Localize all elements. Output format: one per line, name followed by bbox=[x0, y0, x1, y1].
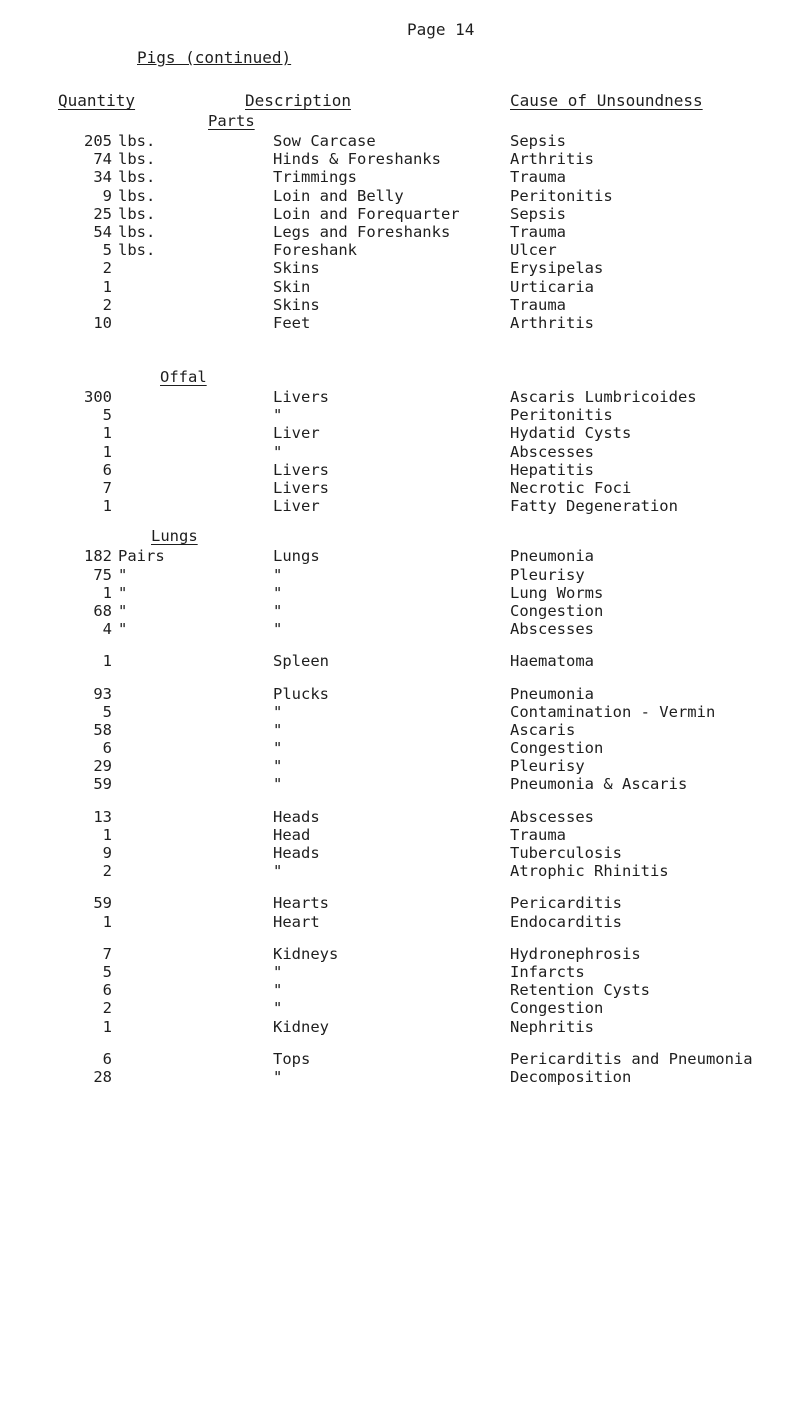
cause-cell: Decomposition bbox=[510, 1067, 632, 1086]
column-header-description: Description bbox=[245, 91, 351, 110]
table-row bbox=[0, 424, 800, 442]
table-row bbox=[0, 388, 800, 406]
description-cell: " bbox=[273, 981, 283, 1000]
cause-cell: Pneumonia bbox=[510, 547, 594, 566]
quantity-cell: 1 bbox=[102, 497, 112, 516]
cause-cell: Peritonitis bbox=[510, 186, 613, 205]
section-title-text: Lungs bbox=[151, 527, 198, 546]
description-cell: Plucks bbox=[273, 684, 329, 703]
quantity-cell: 9 bbox=[102, 186, 112, 205]
table-section bbox=[0, 894, 800, 930]
description-cell: Loin and Belly bbox=[273, 186, 404, 205]
quantity-cell: 68 bbox=[93, 601, 112, 620]
description-cell: " bbox=[273, 720, 283, 739]
quantity-cell: 9 bbox=[102, 844, 112, 862]
description-cell: " bbox=[273, 757, 283, 776]
table-section bbox=[0, 685, 800, 794]
cause-cell: Nephritis bbox=[510, 1017, 594, 1036]
table-row bbox=[0, 187, 800, 205]
quantity-cell: 93 bbox=[93, 684, 112, 703]
description-cell: " bbox=[273, 739, 283, 758]
quantity-cell: 5 bbox=[102, 962, 112, 981]
cause-cell: Trauma bbox=[510, 295, 566, 314]
cause-cell: Ascaris bbox=[510, 720, 576, 739]
cause-cell: Sepsis bbox=[510, 204, 566, 223]
table-row bbox=[0, 241, 800, 259]
description-cell: Skins bbox=[273, 259, 320, 278]
quantity-cell: 2 bbox=[102, 999, 112, 1018]
quantity-cell: 6 bbox=[102, 1049, 112, 1068]
description-cell: " bbox=[273, 1067, 283, 1086]
quantity-cell: 75 bbox=[93, 565, 112, 584]
description-cell: Heart bbox=[273, 912, 320, 931]
table-row bbox=[0, 963, 800, 981]
description-cell: Liver bbox=[273, 497, 320, 516]
table-row bbox=[0, 808, 800, 826]
section-title bbox=[0, 110, 800, 132]
description-cell: " bbox=[273, 862, 283, 881]
quantity-cell: 2 bbox=[102, 295, 112, 314]
table-row bbox=[0, 296, 800, 314]
cause-cell: Lung Worms bbox=[510, 583, 604, 602]
quantity-cell: 5 bbox=[102, 702, 112, 721]
table-row bbox=[0, 945, 800, 963]
description-cell: " bbox=[273, 775, 283, 794]
cause-cell: Congestion bbox=[510, 999, 604, 1018]
quantity-cell: 1 bbox=[102, 442, 112, 461]
unit-cell: " bbox=[118, 601, 128, 620]
description-cell: " bbox=[273, 565, 283, 584]
table-row bbox=[0, 278, 800, 296]
table-row bbox=[0, 1018, 800, 1036]
table-section bbox=[0, 808, 800, 881]
quantity-cell: 7 bbox=[102, 944, 112, 963]
description-cell: " bbox=[273, 406, 283, 425]
unit-cell: lbs. bbox=[118, 204, 156, 223]
inspection-table bbox=[0, 110, 800, 1086]
quantity-cell: 13 bbox=[93, 807, 112, 826]
table-row bbox=[0, 443, 800, 461]
table-row bbox=[0, 205, 800, 223]
unit-cell: lbs. bbox=[118, 150, 156, 169]
table-row bbox=[0, 1050, 800, 1068]
description-cell: Kidneys bbox=[273, 944, 339, 963]
cause-cell: Congestion bbox=[510, 739, 604, 758]
cause-cell: Pneumonia bbox=[510, 684, 594, 703]
table-row bbox=[0, 999, 800, 1017]
quantity-cell: 5 bbox=[102, 406, 112, 425]
quantity-cell: 7 bbox=[102, 479, 112, 497]
description-cell: Tops bbox=[273, 1049, 311, 1068]
table-row bbox=[0, 602, 800, 620]
description-cell: Spleen bbox=[273, 652, 329, 671]
cause-cell: Endocarditis bbox=[510, 912, 622, 931]
description-cell: " bbox=[273, 442, 283, 461]
table-row bbox=[0, 566, 800, 584]
unit-cell: " bbox=[118, 565, 128, 584]
unit-cell: lbs. bbox=[118, 132, 156, 150]
cause-cell: Trauma bbox=[510, 825, 566, 844]
cause-cell: Ulcer bbox=[510, 241, 557, 260]
section-title bbox=[0, 525, 800, 547]
column-header-quantity: Quantity bbox=[58, 91, 136, 110]
quantity-cell: 1 bbox=[102, 1017, 112, 1036]
quantity-cell: 4 bbox=[102, 620, 112, 639]
description-cell: " bbox=[273, 702, 283, 721]
cause-cell: Necrotic Foci bbox=[510, 479, 632, 497]
unit-cell: lbs. bbox=[118, 241, 156, 260]
table-section bbox=[0, 525, 800, 638]
cause-cell: Infarcts bbox=[510, 962, 585, 981]
description-cell: Legs and Foreshanks bbox=[273, 222, 451, 241]
description-cell: Kidney bbox=[273, 1017, 329, 1036]
table-section bbox=[0, 366, 800, 515]
table-row bbox=[0, 826, 800, 844]
table-row bbox=[0, 844, 800, 862]
table-row bbox=[0, 150, 800, 168]
table-row bbox=[0, 547, 800, 565]
quantity-cell: 2 bbox=[102, 259, 112, 278]
cause-cell: Hydatid Cysts bbox=[510, 424, 632, 443]
table-row bbox=[0, 461, 800, 479]
cause-cell: Sepsis bbox=[510, 132, 566, 150]
quantity-cell: 59 bbox=[93, 894, 112, 913]
table-row bbox=[0, 479, 800, 497]
description-cell: Loin and Forequarter bbox=[273, 204, 460, 223]
table-row bbox=[0, 775, 800, 793]
quantity-cell: 58 bbox=[93, 720, 112, 739]
page-number: Page 14 bbox=[407, 20, 475, 39]
section-title-text: Parts bbox=[208, 112, 255, 130]
quantity-cell: 205 bbox=[84, 132, 112, 150]
cause-cell: Trauma bbox=[510, 168, 566, 187]
cause-cell: Pleurisy bbox=[510, 757, 585, 776]
quantity-cell: 182 bbox=[84, 547, 112, 566]
table-row bbox=[0, 721, 800, 739]
table-row bbox=[0, 685, 800, 703]
section-title-text: Offal bbox=[160, 368, 207, 387]
unit-cell: " bbox=[118, 620, 128, 639]
table-section bbox=[0, 110, 800, 332]
quantity-cell: 6 bbox=[102, 981, 112, 1000]
cause-cell: Abscesses bbox=[510, 807, 594, 826]
quantity-cell: 34 bbox=[93, 168, 112, 187]
cause-cell: Pleurisy bbox=[510, 565, 585, 584]
quantity-cell: 1 bbox=[102, 583, 112, 602]
table-row bbox=[0, 259, 800, 277]
table-row bbox=[0, 652, 800, 670]
quantity-cell: 6 bbox=[102, 460, 112, 479]
quantity-cell: 1 bbox=[102, 825, 112, 844]
cause-cell: Peritonitis bbox=[510, 406, 613, 425]
page-title: Pigs (continued) bbox=[137, 48, 292, 67]
cause-cell: Pericarditis and Pneumonia bbox=[510, 1049, 753, 1068]
unit-cell: Pairs bbox=[118, 547, 165, 566]
quantity-cell: 300 bbox=[84, 388, 112, 407]
cause-cell: Tuberculosis bbox=[510, 844, 622, 862]
cause-cell: Haematoma bbox=[510, 652, 594, 671]
description-cell: Heads bbox=[273, 844, 320, 862]
quantity-cell: 5 bbox=[102, 241, 112, 260]
cause-cell: Trauma bbox=[510, 222, 566, 241]
cause-cell: Arthritis bbox=[510, 150, 594, 169]
quantity-cell: 1 bbox=[102, 912, 112, 931]
description-cell: Hinds & Foreshanks bbox=[273, 150, 441, 169]
description-cell: " bbox=[273, 962, 283, 981]
unit-cell: lbs. bbox=[118, 222, 156, 241]
quantity-cell: 1 bbox=[102, 652, 112, 671]
cause-cell: Hydronephrosis bbox=[510, 944, 641, 963]
table-row bbox=[0, 132, 800, 150]
table-row bbox=[0, 314, 800, 332]
quantity-cell: 1 bbox=[102, 424, 112, 443]
cause-cell: Erysipelas bbox=[510, 259, 604, 278]
cause-cell: Atrophic Rhinitis bbox=[510, 862, 669, 881]
quantity-cell: 28 bbox=[93, 1067, 112, 1086]
cause-cell: Congestion bbox=[510, 601, 604, 620]
table-row bbox=[0, 757, 800, 775]
cause-cell: Retention Cysts bbox=[510, 981, 650, 1000]
quantity-cell: 54 bbox=[93, 222, 112, 241]
description-cell: Sow Carcase bbox=[273, 132, 376, 150]
column-header-cause: Cause of Unsoundness bbox=[510, 91, 703, 110]
description-cell: Heads bbox=[273, 807, 320, 826]
description-cell: " bbox=[273, 999, 283, 1018]
table-row bbox=[0, 739, 800, 757]
table-section bbox=[0, 1050, 800, 1086]
cause-cell: Pericarditis bbox=[510, 894, 622, 913]
description-cell: Head bbox=[273, 825, 311, 844]
table-row bbox=[0, 620, 800, 638]
cause-cell: Arthritis bbox=[510, 313, 594, 332]
unit-cell: lbs. bbox=[118, 186, 156, 205]
cause-cell: Abscesses bbox=[510, 620, 594, 639]
quantity-cell: 6 bbox=[102, 739, 112, 758]
cause-cell: Abscesses bbox=[510, 442, 594, 461]
section-title bbox=[0, 366, 800, 388]
cause-cell: Contamination - Vermin bbox=[510, 702, 716, 721]
table-section bbox=[0, 945, 800, 1036]
quantity-cell: 2 bbox=[102, 862, 112, 881]
cause-cell: Pneumonia & Ascaris bbox=[510, 775, 688, 794]
cause-cell: Fatty Degeneration bbox=[510, 497, 678, 516]
table-row bbox=[0, 862, 800, 880]
table-section bbox=[0, 652, 800, 670]
table-row bbox=[0, 497, 800, 515]
description-cell: Hearts bbox=[273, 894, 329, 913]
description-cell: Foreshank bbox=[273, 241, 357, 260]
table-row bbox=[0, 703, 800, 721]
description-cell: Livers bbox=[273, 388, 329, 407]
table-row bbox=[0, 1068, 800, 1086]
unit-cell: lbs. bbox=[118, 168, 156, 187]
table-row bbox=[0, 981, 800, 999]
quantity-cell: 74 bbox=[93, 150, 112, 169]
description-cell: Feet bbox=[273, 313, 311, 332]
description-cell: Skin bbox=[273, 277, 311, 296]
quantity-cell: 25 bbox=[93, 204, 112, 223]
description-cell: " bbox=[273, 583, 283, 602]
quantity-cell: 1 bbox=[102, 277, 112, 296]
description-cell: " bbox=[273, 601, 283, 620]
table-row bbox=[0, 894, 800, 912]
description-cell: Livers bbox=[273, 479, 329, 497]
table-row bbox=[0, 223, 800, 241]
table-row bbox=[0, 913, 800, 931]
quantity-cell: 10 bbox=[93, 313, 112, 332]
quantity-cell: 29 bbox=[93, 757, 112, 776]
description-cell: Liver bbox=[273, 424, 320, 443]
description-cell: " bbox=[273, 620, 283, 639]
cause-cell: Ascaris Lumbricoides bbox=[510, 388, 697, 407]
description-cell: Lungs bbox=[273, 547, 320, 566]
unit-cell: " bbox=[118, 583, 128, 602]
table-row bbox=[0, 406, 800, 424]
cause-cell: Urticaria bbox=[510, 277, 594, 296]
table-row bbox=[0, 168, 800, 186]
description-cell: Trimmings bbox=[273, 168, 357, 187]
cause-cell: Hepatitis bbox=[510, 460, 594, 479]
description-cell: Skins bbox=[273, 295, 320, 314]
description-cell: Livers bbox=[273, 460, 329, 479]
table-row bbox=[0, 584, 800, 602]
quantity-cell: 59 bbox=[93, 775, 112, 794]
